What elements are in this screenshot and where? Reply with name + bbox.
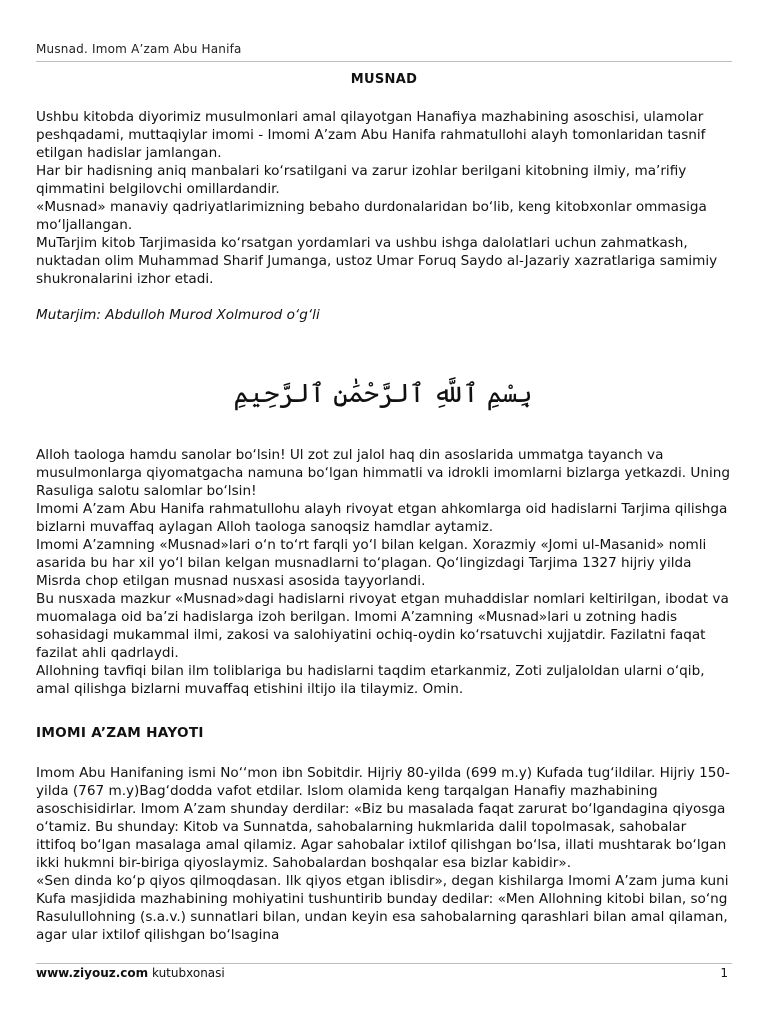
footer-divider — [36, 963, 732, 964]
body-paragraph: Imomi A’zamning «Musnad»lari o‘n to‘rt farqli yo‘l bilan kelgan. Xorazmiy «Jomi ul-Masanid» nomli asarida bu har xil yo‘l bilan kelgan musnadlarni to‘plagan. Qo‘lingizdagi Tarjima 1327 hijriy yilda Misrda chop etilgan musnad nusxasi asosida tayyorlandi. — [36, 537, 707, 589]
footer-site-link[interactable]: www.ziyouz.com — [36, 966, 149, 980]
translator-credit: Mutarjim: Abdulloh Murod Xolmurod o‘g‘li — [36, 307, 320, 323]
body-paragraph: Bu nusxada mazkur «Musnad»dagi hadislarni rivoyat etgan muhaddislar nomlari keltirilgan, ibodat va muomalaga oid ba’zi hadislarga izoh berilgan. Imomi A’zamning «Musnad»lari u zotning hadis sohasidagi mukammal ilmi, zakosi va salohiyatini ochiq-oydin ko‘rsatuvchi xujjatdir. Fazilatni faqat fazilat ahli qadrlaydi. — [36, 591, 729, 661]
intro-paragraph: Har bir hadisning aniq manbalari ko‘rsatilgani va zarur izohlar berilgani kitobning ilmiy, ma’rifiy qimmatini belgilovchi omillardandir. — [36, 163, 687, 197]
section-paragraph: «Sen dinda ko‘p qiyos qilmoqdasan. Ilk qiyos etgan iblisdir», degan kishilarga Imomi A’zam juma kuni Kufa masjidida mazhabining mohiyatini tushuntirib bunday dedilar: «Men Allohning kitobi bilan, so‘ng Rasulullohning (s.a.v.) sunnatlari bilan, undan keyin esa sahobalarning qarashlari bilan amal qilaman, agar ular ixtilof qilishgan bo‘lsagina — [36, 873, 729, 943]
page-number: 1 — [720, 966, 728, 980]
intro-paragraph: MuTarjim kitob Tarjimasida ko‘rsatgan yordamlari va ushbu ishga dalolatlari uchun zahmatkash, nuktadan olim Muhammad Sharif Jumanga, ustoz Umar Foruq Saydo al-Jazariy xazratlariga samimiy shukronalarini izhor etadi. — [36, 235, 718, 287]
body-paragraph: Alloh taologa hamdu sanolar bo‘lsin! Ul zot zul jalol haq din asoslarida ummatga tayanch va musulmonlarga qiyomatgacha namuna bo‘lgan himmatli va idrokli imomlarni bizlarga yetkazdi. Uning Rasuliga salotu salomlar bo‘lsin! — [36, 447, 730, 499]
intro-paragraph: «Musnad» manaviy qadriyatlarimizning bebaho durdonalaridan bo‘lib, keng kitobxonlar ommasiga mo‘ljallangan. — [36, 199, 707, 233]
page-footer — [36, 966, 732, 980]
section-paragraph: Imom Abu Hanifaning ismi No‘‘mon ibn Sobitdir. Hijriy 80-yilda (699 m.y) Kufada tug‘ildilar. Hijriy 150-yilda (767 m.y)Bag‘dodda vafot etdilar. Islom olamida keng tarqalgan Hanafiy mazhabining asoschisidirlar. Imom A’zam shunday derdilar: «Biz bu masalada faqat zarurat bo‘lgandagina qiyosga o‘tamiz. Bu shunday: Kitob va Sunnatda, sahobalarning hukmlarida dalil topolmasak, sahobalar ittifoq bo‘lgan masalaga amal qilamiz. Agar sahobalar ixtilof qilishgan bo‘lsa, illati mushtarak bo‘lgan ikki hukmni bir-biriga qiyoslaymiz. Sahobalardan boshqalar esa bizlar kabidir». — [36, 765, 730, 871]
section-heading: IMOMI A’ZAM HAYOTI — [36, 725, 204, 741]
body-paragraph: Imomi A’zam Abu Hanifa rahmatullohu alayh rivoyat etgan ahkomlarga oid hadislarni Tarjima qilishga bizlarni muvaffaq aylagan Alloh taologa sanoqsiz hamdlar aytamiz. — [36, 501, 728, 535]
document-title: MUSNAD — [350, 72, 418, 87]
document-body — [36, 108, 730, 944]
body-paragraph: Allohning tavfiqi bilan ilm toliblariga bu hadislarni taqdim etarkanmiz, Zoti zuljaloldan ularni o‘qib, amal qilishga bizlarni muvaffaq etishini iltijo ila tilaymiz. Omin. — [36, 663, 705, 697]
running-header: Musnad. Imom A’zam Abu Hanifa — [36, 42, 242, 56]
footer-site-label: kutubxonasi — [152, 966, 225, 980]
header-divider — [36, 61, 732, 62]
intro-paragraph: Ushbu kitobda diyorimiz musulmonlari amal qilayotgan Hanafiya mazhabining asoschisi, ulamolar peshqadami, muttaqiylar imomi - Imomi A’zam Abu Hanifa rahmatullohi alayh tomonlaridan tasnif etilgan hadislar jamlangan. — [36, 109, 706, 161]
basmala-calligraphy: بِسْمِ ٱللَّهِ ٱلرَّحْمَٰنِ ٱلرَّحِيمِ — [233, 379, 533, 409]
